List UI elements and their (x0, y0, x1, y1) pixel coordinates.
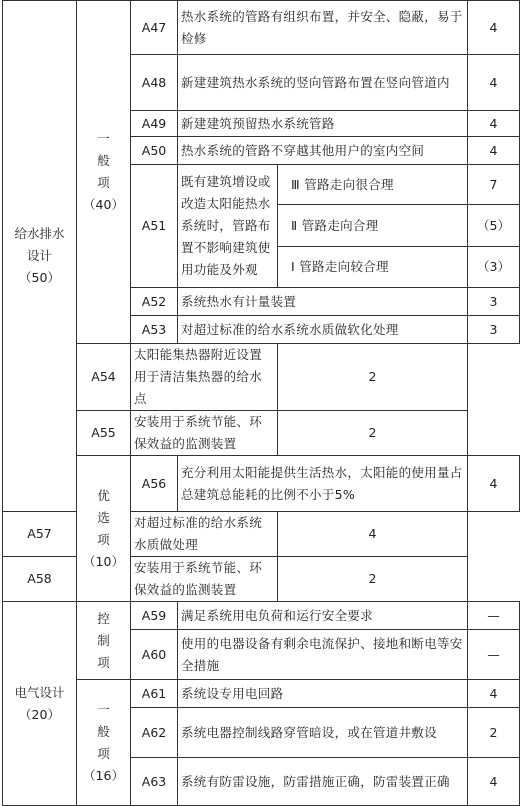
subgroup-char: 般 (97, 723, 110, 739)
option-label (278, 205, 468, 247)
item-description: 新建建筑预留热水系统管路 (178, 111, 468, 137)
item-code: A59 (131, 602, 178, 630)
item-score: 3 (468, 316, 520, 344)
item-code: A61 (131, 680, 178, 708)
option-score: （3） (468, 247, 520, 288)
item-description: 系统热水有计量装置 (178, 288, 468, 316)
item-code: A53 (131, 316, 178, 344)
subgroup-char: 制 (97, 632, 110, 648)
item-code: A57 (3, 512, 77, 557)
category-electrical (3, 602, 77, 806)
subgroup-char: 优 (97, 487, 110, 503)
item-score: 4 (278, 512, 468, 557)
item-score: 4 (468, 456, 520, 512)
item-description: 安装用于系统节能、环保效益的监测装置 (131, 411, 278, 456)
item-score: 4 (468, 758, 520, 806)
subgroup-char: 项 (97, 531, 110, 547)
item-code: A52 (131, 288, 178, 316)
item-score: 4 (468, 1, 520, 55)
item-code: A56 (131, 456, 178, 512)
category-water-drainage (3, 1, 77, 512)
item-score: 2 (278, 411, 468, 456)
option-label (278, 247, 468, 288)
item-score: — (468, 630, 520, 680)
table-row (3, 680, 520, 708)
option-label-text: Ⅰ 管路走向较合理 (291, 259, 389, 274)
table-row (3, 456, 520, 512)
subgroup-points: （40） (83, 197, 124, 212)
item-score: — (468, 602, 520, 630)
table-row (3, 1, 520, 55)
category-name-line1: 电气设计 (14, 684, 65, 700)
item-description: 充分利用太阳能提供生活热水，太阳能的使用量占总建筑总能耗的比例不小于5% (178, 456, 468, 512)
item-score: 2 (468, 708, 520, 758)
item-code: A58 (3, 557, 77, 602)
subgroup-char: 一 (97, 131, 110, 146)
item-description: 满足系统用电负荷和运行安全要求 (178, 602, 468, 630)
item-code: A60 (131, 630, 178, 680)
item-description: 安装用于系统节能、环保效益的监测装置 (131, 557, 278, 602)
item-code: A51 (131, 165, 178, 288)
item-description: 对超过标准的给水系统水质做处理 (131, 512, 278, 557)
subgroup-preferred-water (77, 456, 131, 602)
item-score: 2 (278, 557, 468, 602)
table-row (3, 411, 520, 456)
item-description: 新建建筑热水系统的竖向管路布置在竖向管道内 (178, 55, 468, 111)
item-description: 热水系统的管路不穿越其他用户的室内空间 (178, 137, 468, 165)
item-description: 系统电器控制线路穿管暗设，或在管道井敷设 (178, 708, 468, 758)
subgroup-char: 控 (97, 610, 110, 626)
subgroup-char: 一 (97, 701, 110, 717)
table-row (3, 602, 520, 630)
subgroup-char: 般 (97, 153, 110, 168)
item-score: 4 (468, 680, 520, 708)
item-description: 使用的电器设备有剩余电流保护、接地和断电等安全措施 (178, 630, 468, 680)
item-code: A48 (131, 55, 178, 111)
option-label-text: Ⅲ 管路走向很合理 (291, 176, 394, 192)
item-score: 4 (468, 137, 520, 165)
subgroup-general-water (77, 1, 131, 344)
subgroup-char: 项 (97, 654, 110, 670)
category-points: （50） (19, 270, 60, 285)
subgroup-control-electrical (77, 602, 131, 680)
item-description: 热水系统的管路有组织布置，并安全、隐蔽，易于检修 (178, 1, 468, 55)
item-code: A55 (77, 411, 131, 456)
item-code: A54 (77, 344, 131, 411)
option-label (278, 165, 468, 205)
option-score: （5） (468, 205, 520, 247)
item-code: A62 (131, 708, 178, 758)
item-description: 既有建筑增设或改造太阳能热水系统时，管路布置不影响建筑使用功能及外观 (178, 165, 278, 288)
evaluation-table (2, 0, 520, 806)
subgroup-general-electrical (77, 680, 131, 806)
item-description: 系统设专用电回路 (178, 680, 468, 708)
subgroup-char: 选 (97, 509, 110, 525)
subgroup-points: （16） (83, 767, 124, 783)
subgroup-char: 项 (97, 175, 110, 190)
item-code: A63 (131, 758, 178, 806)
category-name-line2: 设计 (26, 248, 52, 263)
category-name-line1: 给水排水 (14, 226, 65, 241)
item-description: 系统有防雷设施，防雷措施正确，防雷装置正确 (178, 758, 468, 806)
item-code: A50 (131, 137, 178, 165)
table-row (3, 344, 520, 411)
item-score: 4 (468, 111, 520, 137)
subgroup-points: （10） (83, 553, 124, 569)
item-code: A49 (131, 111, 178, 137)
item-code: A47 (131, 1, 178, 55)
item-description: 太阳能集热器附近设置用于清洁集热器的给水点 (131, 344, 278, 411)
item-score: 4 (468, 55, 520, 111)
item-score: 3 (468, 288, 520, 316)
category-points: （20） (19, 706, 60, 722)
item-score: 2 (278, 344, 468, 411)
option-score: 7 (468, 165, 520, 205)
item-description: 对超过标准的给水系统水质做软化处理 (178, 316, 468, 344)
option-label-text: Ⅱ 管路走向合理 (291, 217, 379, 233)
subgroup-char: 项 (97, 745, 110, 761)
